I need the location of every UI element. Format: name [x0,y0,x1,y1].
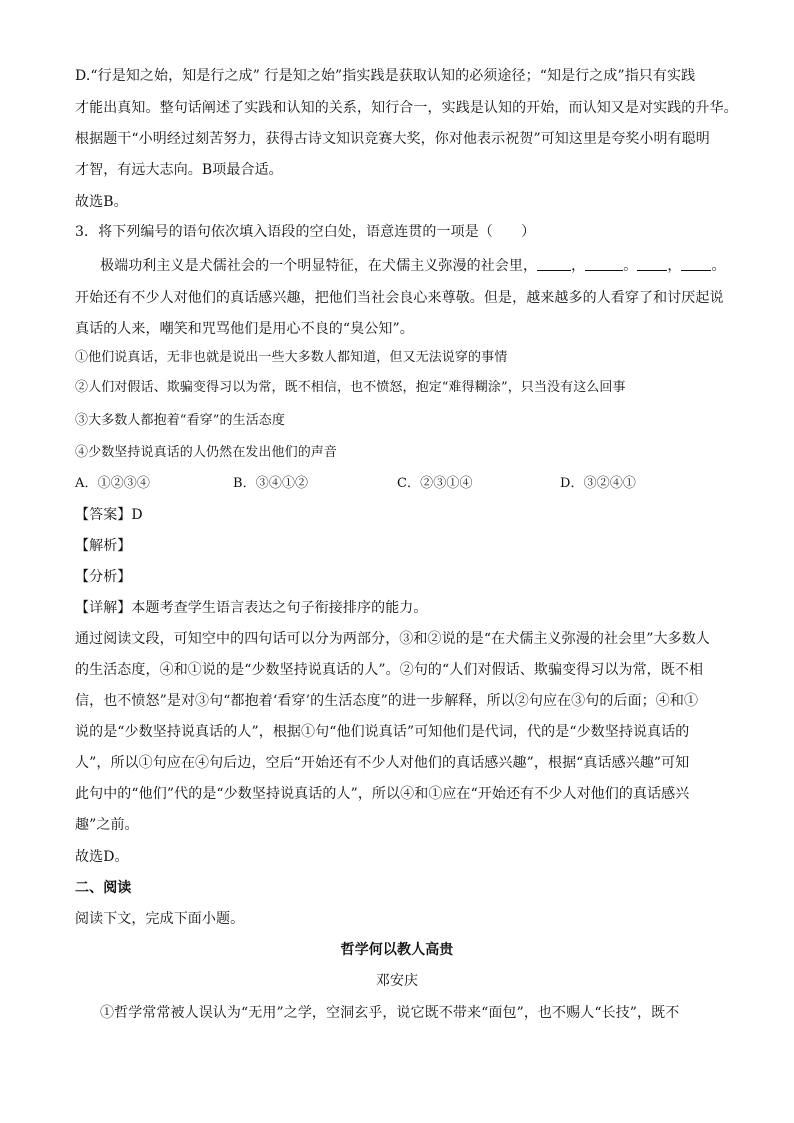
passage-text: 极端功利主义是犬儒社会的一个明显特征，在犬儒主义弥漫的社会里， [100,258,538,274]
blank-4 [681,256,711,271]
answer-label: 【答案】D [75,507,143,523]
sentence-item-1: ①他们说真话，无非也就是说出一些大多数人都知道，但又无法说穿的事情 [75,350,508,365]
conclusion: 故选D。 [75,849,129,865]
sentence-item-3: ③大多数人都抱着“看穿”的生活态度 [75,413,285,428]
article-first-line: ①哲学常常被人误认为“无用”之学，空洞玄乎，说它既不带来“面包”，也不赐人“长技”，既不 [100,1005,680,1021]
detail-line: 信，也不愤怒”是对③句“都抱着‘看穿’的生活态度”的进一步解释，所以②句应在③句的后面；④和① [75,693,699,709]
separator: 。 [711,258,726,274]
sentence-item-2: ②人们对假话、欺骗变得习以为常，既不相信，也不愤怒，抱定“难得糊涂”，只当没有这么回事 [75,380,626,395]
option-a: A．①②③④ [75,476,150,491]
blank-1 [537,256,571,271]
option-b: B．③④①② [233,476,309,491]
detail-line: 的生活态度，④和①说的是“少数坚持说真话的人”。②句的“人们对假话、欺骗变得习以为常，既不相 [75,662,704,678]
previous-conclusion: 故选B。 [75,194,128,210]
detail-line: 说的是“少数坚持说真话的人”，根据①句“他们说真话”可知他们是代词，代的是“少数坚持说真话的 [75,724,690,740]
reading-instruction: 阅读下文，完成下面小题。 [75,911,245,927]
option-c: C．②③①④ [397,476,473,491]
text-line: 才智，有远大志向。B项最合适。 [75,162,283,178]
text-line: 根据题干“小明经过刻苦努力，获得古诗文知识竞赛大奖，你对他表示祝贺”可知这里是夸奖小明有聪明 [75,131,710,147]
detail-line: 此句中的“他们”代的是“少数坚持说真话的人”，所以④和①应在“开始还有不少人对他们的真话感兴 [75,786,690,802]
passage-line: 真话的人来，嘲笑和咒骂他们是用心不良的“臭公知”。 [75,321,414,337]
detail-line: 人”，所以①句应在④句后边，空后“开始还有不少人对他们的真话感兴趣”，根据“真话感兴趣”可知 [75,755,690,771]
section-heading: 二、阅读 [75,880,132,896]
blank-3 [637,256,667,271]
text-line-option-d-explanation: D.“行是知之始，知是行之成” 行是知之始”指实践是获取认知的必须途径；“知是行之成”指只有实践 [75,68,696,84]
blank-2 [585,256,623,271]
detail-line: 趣”之前。 [75,817,139,833]
separator: ， [571,258,586,274]
article-author: 邓安庆 [375,973,419,989]
detail-line: 通过阅读文段，可知空中的四句话可以分为两部分，③和②说的是“在犬儒主义弥漫的社会里”大多数人 [75,631,710,647]
text-line: 才能出真知。整句话阐述了实践和认知的关系，知行合一，实践是认知的开始，而认知又是对实践的升华。 [75,100,738,116]
option-d: D．③②④① [560,476,637,491]
detail-line: 【详解】本题考查学生语言表达之句子衔接排序的能力。 [75,600,428,616]
passage-line: 开始还有不少人对他们的真话感兴趣，把他们当社会良心来尊敬。但是，越来越多的人看穿了和讨厌起说 [75,290,724,306]
separator: ， [667,258,682,274]
sentence-item-4: ④少数坚持说真话的人仍然在发出他们的声音 [75,445,338,460]
article-title: 哲学何以教人高贵 [340,942,454,958]
passage-line-with-blanks [100,256,750,276]
fenxi-label: 【分析】 [75,569,132,585]
analysis-label: 【解析】 [75,538,132,554]
question-3-stem: 3．将下列编号的语句依次填入语段的空白处，语意连贯的一项是（ ） [75,224,536,240]
separator: 。 [623,258,638,274]
